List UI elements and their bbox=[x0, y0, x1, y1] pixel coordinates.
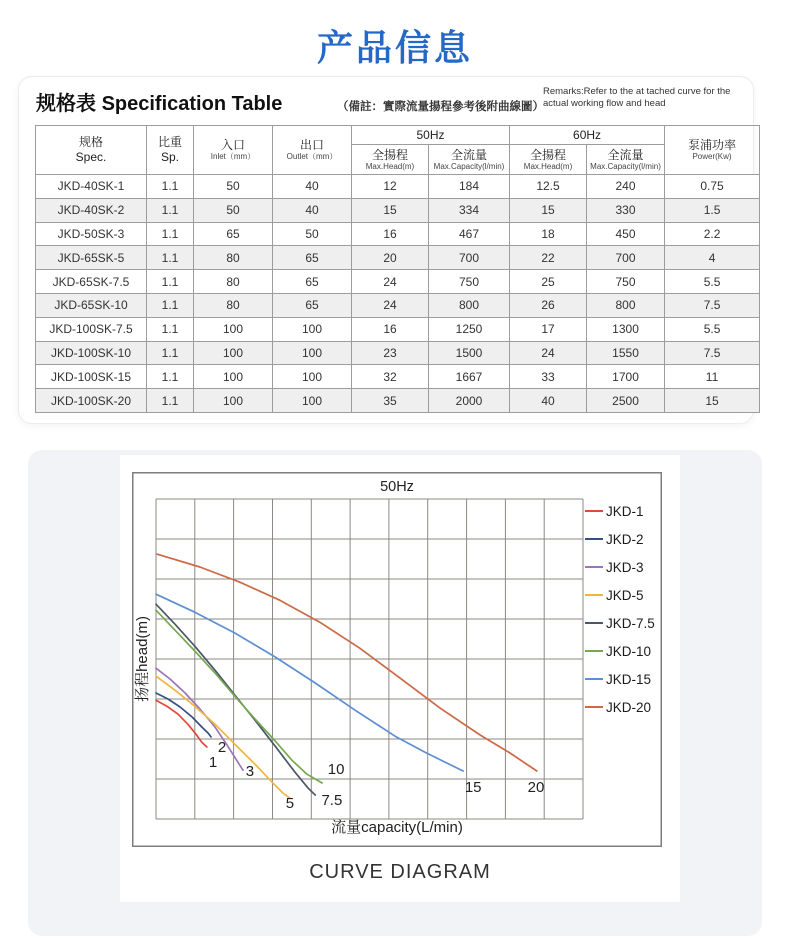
legend-label: JKD-20 bbox=[606, 700, 652, 715]
table-cell: 12.5 bbox=[510, 175, 587, 199]
table-cell: 184 bbox=[429, 175, 510, 199]
table-cell: 7.5 bbox=[665, 293, 760, 317]
table-cell: 1.1 bbox=[147, 389, 194, 413]
table-cell: 1.1 bbox=[147, 317, 194, 341]
table-cell: JKD-100SK-7.5 bbox=[36, 317, 147, 341]
table-cell: 7.5 bbox=[665, 341, 760, 365]
table-cell: 467 bbox=[429, 222, 510, 246]
table-cell: 700 bbox=[429, 246, 510, 270]
legend-label: JKD-5 bbox=[606, 588, 644, 603]
table-cell: 334 bbox=[429, 198, 510, 222]
table-row bbox=[36, 222, 760, 246]
table-cell: 1300 bbox=[587, 317, 665, 341]
spec-section-title bbox=[36, 87, 282, 116]
chart-panel bbox=[120, 455, 680, 902]
table-cell: 80 bbox=[194, 293, 273, 317]
table-cell: 17 bbox=[510, 317, 587, 341]
spec-table bbox=[35, 125, 760, 413]
spec-table-card bbox=[18, 76, 754, 424]
table-cell: 100 bbox=[194, 365, 273, 389]
table-cell: 1667 bbox=[429, 365, 510, 389]
col-header-50hz: 50Hz bbox=[352, 126, 510, 145]
table-row bbox=[36, 365, 760, 389]
table-cell: 12 bbox=[352, 175, 429, 199]
table-cell: 40 bbox=[510, 389, 587, 413]
table-cell: 35 bbox=[352, 389, 429, 413]
col-header-power: 泵浦功率 Power(Kw) bbox=[665, 126, 760, 175]
table-cell: 32 bbox=[352, 365, 429, 389]
curve-end-label: 3 bbox=[245, 763, 255, 780]
curve-end-label: 20 bbox=[527, 779, 545, 796]
table-cell: 800 bbox=[429, 293, 510, 317]
table-row bbox=[36, 389, 760, 413]
table-cell: 65 bbox=[194, 222, 273, 246]
table-cell: 80 bbox=[194, 270, 273, 294]
table-cell: 1700 bbox=[587, 365, 665, 389]
table-cell: 5.5 bbox=[665, 317, 760, 341]
curve-chart bbox=[132, 472, 662, 847]
table-cell: 1.1 bbox=[147, 270, 194, 294]
table-cell: 1.1 bbox=[147, 246, 194, 270]
table-row bbox=[36, 175, 760, 199]
table-cell: 20 bbox=[352, 246, 429, 270]
curve-end-label: 2 bbox=[217, 739, 227, 756]
table-cell: 11 bbox=[665, 365, 760, 389]
curve-end-label: 10 bbox=[327, 761, 345, 778]
table-row bbox=[36, 198, 760, 222]
col-header-60hz: 60Hz bbox=[510, 126, 665, 145]
y-axis-label: 扬程head(m) bbox=[134, 616, 151, 702]
table-cell: JKD-50SK-3 bbox=[36, 222, 147, 246]
spec-remarks-line1: Remarks:Refer to the at tached curve for the bbox=[543, 86, 731, 97]
table-cell: 24 bbox=[352, 270, 429, 294]
curve-caption: CURVE DIAGRAM bbox=[309, 861, 491, 883]
legend-label: JKD-1 bbox=[606, 504, 644, 519]
table-cell: 1.1 bbox=[147, 198, 194, 222]
curve-JKD-5 bbox=[156, 676, 290, 798]
table-cell: 100 bbox=[194, 389, 273, 413]
x-axis-label: 流量capacity(L/min) bbox=[331, 819, 463, 836]
curve-end-label: 1 bbox=[208, 754, 218, 772]
table-cell: 50 bbox=[194, 198, 273, 222]
chart-title: 50Hz bbox=[380, 479, 414, 495]
table-cell: JKD-65SK-10 bbox=[36, 293, 147, 317]
table-cell: 24 bbox=[352, 293, 429, 317]
table-cell: 1.1 bbox=[147, 293, 194, 317]
table-cell: JKD-65SK-5 bbox=[36, 246, 147, 270]
spec-title-en: Specification Table bbox=[101, 93, 283, 115]
table-cell: 450 bbox=[587, 222, 665, 246]
page-title: 产品信息 bbox=[316, 27, 473, 68]
table-cell: JKD-65SK-7.5 bbox=[36, 270, 147, 294]
table-cell: 100 bbox=[194, 341, 273, 365]
spec-note: （備註：實際流量揚程參考後附曲線圖） bbox=[337, 101, 544, 113]
table-cell: 1.1 bbox=[147, 341, 194, 365]
col-header-head50: 全揚程 Max.Head(m) bbox=[352, 145, 429, 175]
table-cell: 240 bbox=[587, 175, 665, 199]
curve-JKD-20 bbox=[157, 554, 537, 771]
table-cell: JKD-100SK-15 bbox=[36, 365, 147, 389]
table-cell: 40 bbox=[273, 198, 352, 222]
spec-table-body bbox=[36, 175, 760, 413]
table-cell: 750 bbox=[587, 270, 665, 294]
table-cell: 18 bbox=[510, 222, 587, 246]
table-cell: 1550 bbox=[587, 341, 665, 365]
table-row bbox=[36, 293, 760, 317]
table-cell: 1.5 bbox=[665, 198, 760, 222]
legend-label: JKD-3 bbox=[606, 560, 644, 575]
table-cell: 1250 bbox=[429, 317, 510, 341]
table-cell: JKD-40SK-1 bbox=[36, 175, 147, 199]
table-cell: 100 bbox=[273, 341, 352, 365]
table-cell: 330 bbox=[587, 198, 665, 222]
table-cell: 100 bbox=[273, 317, 352, 341]
table-row bbox=[36, 317, 760, 341]
table-cell: 33 bbox=[510, 365, 587, 389]
table-cell: 50 bbox=[194, 175, 273, 199]
curve-JKD-3 bbox=[156, 668, 243, 770]
table-cell: 5.5 bbox=[665, 270, 760, 294]
curve-end-label: 15 bbox=[464, 779, 482, 796]
table-cell: 26 bbox=[510, 293, 587, 317]
table-cell: 15 bbox=[665, 389, 760, 413]
table-cell: 23 bbox=[352, 341, 429, 365]
col-header-cap50: 全流量 Max.Capacity(l/min) bbox=[429, 145, 510, 175]
table-cell: 25 bbox=[510, 270, 587, 294]
table-row bbox=[36, 270, 760, 294]
curve-end-label: 7.5 bbox=[321, 792, 343, 810]
col-header-inlet: 入口 Inlet（mm） bbox=[194, 126, 273, 175]
col-header-head60: 全揚程 Max.Head(m) bbox=[510, 145, 587, 175]
col-header-sp: 比重 Sp. bbox=[147, 126, 194, 175]
legend-label: JKD-2 bbox=[606, 532, 644, 547]
legend-label: JKD-10 bbox=[606, 644, 652, 659]
table-cell: 65 bbox=[273, 270, 352, 294]
table-cell: 15 bbox=[510, 198, 587, 222]
table-cell: 2.2 bbox=[665, 222, 760, 246]
table-cell: 15 bbox=[352, 198, 429, 222]
table-cell: 50 bbox=[273, 222, 352, 246]
curve-end-label: 5 bbox=[285, 795, 295, 812]
table-cell: 2500 bbox=[587, 389, 665, 413]
legend-label: JKD-7.5 bbox=[606, 616, 655, 631]
table-cell: JKD-100SK-10 bbox=[36, 341, 147, 365]
col-header-spec: 规格 Spec. bbox=[36, 126, 147, 175]
table-cell: 100 bbox=[273, 389, 352, 413]
table-cell: 1.1 bbox=[147, 222, 194, 246]
table-cell: 1.1 bbox=[147, 175, 194, 199]
table-cell: 1500 bbox=[429, 341, 510, 365]
table-cell: 40 bbox=[273, 175, 352, 199]
table-cell: 0.75 bbox=[665, 175, 760, 199]
table-cell: JKD-40SK-2 bbox=[36, 198, 147, 222]
table-cell: 80 bbox=[194, 246, 273, 270]
table-cell: 24 bbox=[510, 341, 587, 365]
table-cell: JKD-100SK-20 bbox=[36, 389, 147, 413]
table-cell: 16 bbox=[352, 317, 429, 341]
table-cell: 4 bbox=[665, 246, 760, 270]
table-cell: 100 bbox=[194, 317, 273, 341]
table-cell: 800 bbox=[587, 293, 665, 317]
table-cell: 2000 bbox=[429, 389, 510, 413]
table-cell: 750 bbox=[429, 270, 510, 294]
table-cell: 65 bbox=[273, 293, 352, 317]
curve-diagram-card bbox=[28, 450, 762, 936]
table-cell: 16 bbox=[352, 222, 429, 246]
col-header-cap60: 全流量 Max.Capacity(l/min) bbox=[587, 145, 665, 175]
curve-JKD-2 bbox=[156, 693, 211, 737]
spec-remarks bbox=[543, 86, 755, 110]
spec-remarks-line2: actual working flow and head bbox=[543, 97, 666, 109]
table-cell: 100 bbox=[273, 365, 352, 389]
table-cell: 1.1 bbox=[147, 365, 194, 389]
table-cell: 700 bbox=[587, 246, 665, 270]
legend-label: JKD-15 bbox=[606, 672, 652, 687]
curve-JKD-15 bbox=[156, 594, 463, 771]
spec-title-zh: 规格表 bbox=[36, 93, 96, 115]
table-row bbox=[36, 246, 760, 270]
table-cell: 22 bbox=[510, 246, 587, 270]
table-row bbox=[36, 341, 760, 365]
table-cell: 65 bbox=[273, 246, 352, 270]
col-header-outlet: 出口 Outlet（mm） bbox=[273, 126, 352, 175]
